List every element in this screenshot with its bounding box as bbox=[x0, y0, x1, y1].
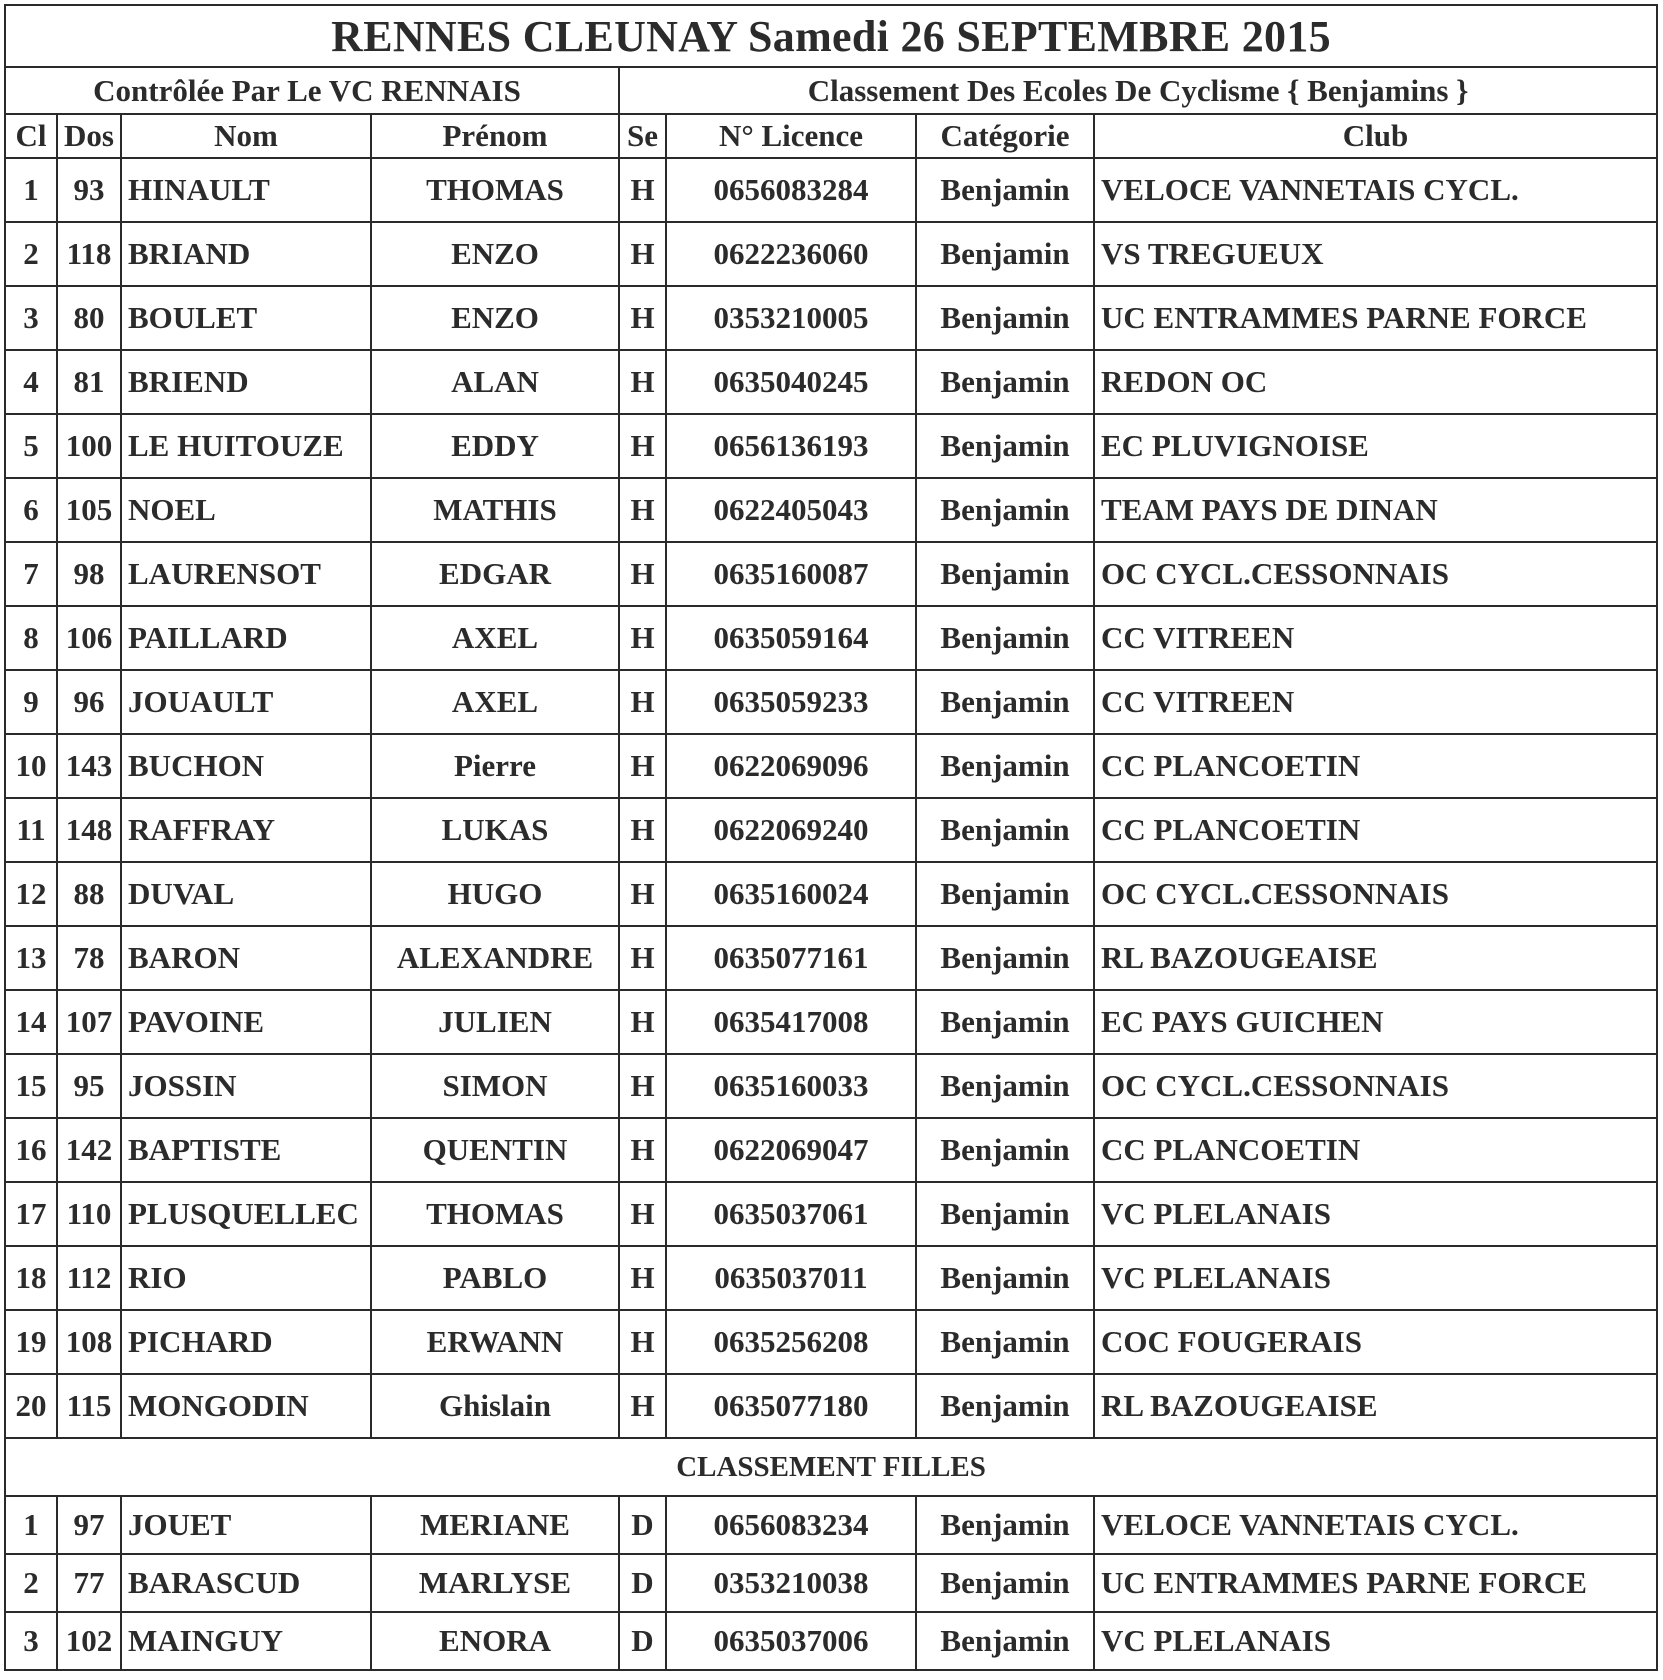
bib-cell: 143 bbox=[57, 734, 121, 798]
licence-cell: 0635160087 bbox=[666, 542, 916, 606]
sex-cell: H bbox=[619, 414, 666, 478]
table-row bbox=[5, 862, 1657, 926]
firstname-cell: AXEL bbox=[371, 670, 619, 734]
rank-cell: 1 bbox=[5, 1496, 57, 1554]
licence-cell: 0656136193 bbox=[666, 414, 916, 478]
firstname-cell: JULIEN bbox=[371, 990, 619, 1054]
club-cell: TEAM PAYS DE DINAN bbox=[1094, 478, 1657, 542]
firstname-cell: ENZO bbox=[371, 222, 619, 286]
table-row bbox=[5, 798, 1657, 862]
results-sheet bbox=[4, 4, 1656, 1671]
club-cell: CC PLANCOETIN bbox=[1094, 734, 1657, 798]
table-row bbox=[5, 478, 1657, 542]
table-row bbox=[5, 606, 1657, 670]
club-cell: CC PLANCOETIN bbox=[1094, 1118, 1657, 1182]
col-header-categorie: Catégorie bbox=[916, 114, 1094, 158]
sex-cell: H bbox=[619, 286, 666, 350]
sex-cell: H bbox=[619, 1310, 666, 1374]
sex-cell: H bbox=[619, 926, 666, 990]
rank-cell: 19 bbox=[5, 1310, 57, 1374]
results-table bbox=[4, 4, 1658, 1671]
club-cell: UC ENTRAMMES PARNE FORCE bbox=[1094, 286, 1657, 350]
category-cell: Benjamin bbox=[916, 670, 1094, 734]
licence-cell: 0622405043 bbox=[666, 478, 916, 542]
bib-cell: 97 bbox=[57, 1496, 121, 1554]
club-cell: RL BAZOUGEAISE bbox=[1094, 1374, 1657, 1438]
bib-cell: 96 bbox=[57, 670, 121, 734]
club-cell: CC VITREEN bbox=[1094, 606, 1657, 670]
sex-cell: H bbox=[619, 350, 666, 414]
firstname-cell: AXEL bbox=[371, 606, 619, 670]
category-cell: Benjamin bbox=[916, 414, 1094, 478]
rank-cell: 1 bbox=[5, 158, 57, 222]
club-cell: CC PLANCOETIN bbox=[1094, 798, 1657, 862]
column-header-row bbox=[5, 114, 1657, 158]
bib-cell: 77 bbox=[57, 1554, 121, 1612]
firstname-cell: ENORA bbox=[371, 1612, 619, 1670]
table-row bbox=[5, 1310, 1657, 1374]
table-row bbox=[5, 1554, 1657, 1612]
surname-cell: JOSSIN bbox=[121, 1054, 371, 1118]
category-cell: Benjamin bbox=[916, 990, 1094, 1054]
category-cell: Benjamin bbox=[916, 606, 1094, 670]
sex-cell: H bbox=[619, 606, 666, 670]
licence-cell: 0635037011 bbox=[666, 1246, 916, 1310]
club-cell: EC PAYS GUICHEN bbox=[1094, 990, 1657, 1054]
table-row bbox=[5, 286, 1657, 350]
sex-cell: H bbox=[619, 990, 666, 1054]
licence-cell: 0635059164 bbox=[666, 606, 916, 670]
sex-cell: H bbox=[619, 798, 666, 862]
organizer-subtitle: Contrôlée Par Le VC RENNAIS bbox=[5, 67, 619, 114]
category-cell: Benjamin bbox=[916, 1054, 1094, 1118]
firstname-cell: MERIANE bbox=[371, 1496, 619, 1554]
club-cell: UC ENTRAMMES PARNE FORCE bbox=[1094, 1554, 1657, 1612]
sex-cell: H bbox=[619, 1054, 666, 1118]
firstname-cell: ALAN bbox=[371, 350, 619, 414]
rank-cell: 7 bbox=[5, 542, 57, 606]
firstname-cell: MARLYSE bbox=[371, 1554, 619, 1612]
sex-cell: D bbox=[619, 1554, 666, 1612]
bib-cell: 118 bbox=[57, 222, 121, 286]
bib-cell: 108 bbox=[57, 1310, 121, 1374]
surname-cell: JOUAULT bbox=[121, 670, 371, 734]
club-cell: REDON OC bbox=[1094, 350, 1657, 414]
surname-cell: DUVAL bbox=[121, 862, 371, 926]
surname-cell: HINAULT bbox=[121, 158, 371, 222]
surname-cell: PAILLARD bbox=[121, 606, 371, 670]
licence-cell: 0622069240 bbox=[666, 798, 916, 862]
firstname-cell: LUKAS bbox=[371, 798, 619, 862]
sex-cell: H bbox=[619, 1374, 666, 1438]
sex-cell: H bbox=[619, 670, 666, 734]
sex-cell: H bbox=[619, 158, 666, 222]
bib-cell: 102 bbox=[57, 1612, 121, 1670]
rank-cell: 12 bbox=[5, 862, 57, 926]
licence-cell: 0656083284 bbox=[666, 158, 916, 222]
firstname-cell: HUGO bbox=[371, 862, 619, 926]
col-header-licence: N° Licence bbox=[666, 114, 916, 158]
table-row bbox=[5, 926, 1657, 990]
category-cell: Benjamin bbox=[916, 798, 1094, 862]
firstname-cell: Ghislain bbox=[371, 1374, 619, 1438]
category-cell: Benjamin bbox=[916, 862, 1094, 926]
table-row bbox=[5, 1612, 1657, 1670]
club-cell: RL BAZOUGEAISE bbox=[1094, 926, 1657, 990]
category-cell: Benjamin bbox=[916, 350, 1094, 414]
table-row bbox=[5, 1118, 1657, 1182]
licence-cell: 0635037006 bbox=[666, 1612, 916, 1670]
surname-cell: BARASCUD bbox=[121, 1554, 371, 1612]
firstname-cell: QUENTIN bbox=[371, 1118, 619, 1182]
club-cell: EC PLUVIGNOISE bbox=[1094, 414, 1657, 478]
licence-cell: 0635160024 bbox=[666, 862, 916, 926]
category-cell: Benjamin bbox=[916, 1118, 1094, 1182]
table-row bbox=[5, 350, 1657, 414]
bib-cell: 88 bbox=[57, 862, 121, 926]
ranking-subtitle: Classement Des Ecoles De Cyclisme { Benjamins } bbox=[619, 67, 1657, 114]
firstname-cell: EDGAR bbox=[371, 542, 619, 606]
surname-cell: RAFFRAY bbox=[121, 798, 371, 862]
category-cell: Benjamin bbox=[916, 542, 1094, 606]
surname-cell: JOUET bbox=[121, 1496, 371, 1554]
category-cell: Benjamin bbox=[916, 1310, 1094, 1374]
rank-cell: 2 bbox=[5, 222, 57, 286]
rank-cell: 17 bbox=[5, 1182, 57, 1246]
rank-cell: 10 bbox=[5, 734, 57, 798]
table-row bbox=[5, 1182, 1657, 1246]
table-row bbox=[5, 1496, 1657, 1554]
col-header-se: Se bbox=[619, 114, 666, 158]
licence-cell: 0635037061 bbox=[666, 1182, 916, 1246]
bib-cell: 106 bbox=[57, 606, 121, 670]
rank-cell: 16 bbox=[5, 1118, 57, 1182]
licence-cell: 0635417008 bbox=[666, 990, 916, 1054]
bib-cell: 98 bbox=[57, 542, 121, 606]
category-cell: Benjamin bbox=[916, 1374, 1094, 1438]
rank-cell: 8 bbox=[5, 606, 57, 670]
category-cell: Benjamin bbox=[916, 222, 1094, 286]
surname-cell: BRIEND bbox=[121, 350, 371, 414]
licence-cell: 0353210038 bbox=[666, 1554, 916, 1612]
firstname-cell: ENZO bbox=[371, 286, 619, 350]
rank-cell: 6 bbox=[5, 478, 57, 542]
girls-section-title: CLASSEMENT FILLES bbox=[5, 1438, 1657, 1496]
girls-results bbox=[5, 1496, 1657, 1670]
bib-cell: 95 bbox=[57, 1054, 121, 1118]
rank-cell: 3 bbox=[5, 1612, 57, 1670]
licence-cell: 0656083234 bbox=[666, 1496, 916, 1554]
club-cell: OC CYCL.CESSONNAIS bbox=[1094, 1054, 1657, 1118]
sex-cell: D bbox=[619, 1496, 666, 1554]
surname-cell: BRIAND bbox=[121, 222, 371, 286]
firstname-cell: Pierre bbox=[371, 734, 619, 798]
firstname-cell: MATHIS bbox=[371, 478, 619, 542]
licence-cell: 0635077161 bbox=[666, 926, 916, 990]
surname-cell: MAINGUY bbox=[121, 1612, 371, 1670]
sex-cell: H bbox=[619, 222, 666, 286]
col-header-club: Club bbox=[1094, 114, 1657, 158]
firstname-cell: ALEXANDRE bbox=[371, 926, 619, 990]
rank-cell: 9 bbox=[5, 670, 57, 734]
sex-cell: H bbox=[619, 734, 666, 798]
category-cell: Benjamin bbox=[916, 1612, 1094, 1670]
licence-cell: 0635256208 bbox=[666, 1310, 916, 1374]
sex-cell: D bbox=[619, 1612, 666, 1670]
sex-cell: H bbox=[619, 1118, 666, 1182]
rank-cell: 11 bbox=[5, 798, 57, 862]
bib-cell: 80 bbox=[57, 286, 121, 350]
surname-cell: NOEL bbox=[121, 478, 371, 542]
table-row bbox=[5, 734, 1657, 798]
surname-cell: BAPTISTE bbox=[121, 1118, 371, 1182]
bib-cell: 115 bbox=[57, 1374, 121, 1438]
bib-cell: 81 bbox=[57, 350, 121, 414]
surname-cell: BOULET bbox=[121, 286, 371, 350]
firstname-cell: ERWANN bbox=[371, 1310, 619, 1374]
club-cell: VC PLELANAIS bbox=[1094, 1246, 1657, 1310]
sex-cell: H bbox=[619, 1246, 666, 1310]
bib-cell: 105 bbox=[57, 478, 121, 542]
table-row bbox=[5, 542, 1657, 606]
licence-cell: 0635040245 bbox=[666, 350, 916, 414]
category-cell: Benjamin bbox=[916, 286, 1094, 350]
club-cell: VC PLELANAIS bbox=[1094, 1612, 1657, 1670]
rank-cell: 20 bbox=[5, 1374, 57, 1438]
firstname-cell: SIMON bbox=[371, 1054, 619, 1118]
bib-cell: 93 bbox=[57, 158, 121, 222]
licence-cell: 0635160033 bbox=[666, 1054, 916, 1118]
surname-cell: RIO bbox=[121, 1246, 371, 1310]
firstname-cell: PABLO bbox=[371, 1246, 619, 1310]
sex-cell: H bbox=[619, 1182, 666, 1246]
sex-cell: H bbox=[619, 478, 666, 542]
rank-cell: 2 bbox=[5, 1554, 57, 1612]
surname-cell: LE HUITOUZE bbox=[121, 414, 371, 478]
category-cell: Benjamin bbox=[916, 1246, 1094, 1310]
surname-cell: MONGODIN bbox=[121, 1374, 371, 1438]
table-row bbox=[5, 990, 1657, 1054]
club-cell: VELOCE VANNETAIS CYCL. bbox=[1094, 158, 1657, 222]
club-cell: VS TREGUEUX bbox=[1094, 222, 1657, 286]
category-cell: Benjamin bbox=[916, 158, 1094, 222]
bib-cell: 142 bbox=[57, 1118, 121, 1182]
col-header-cl: Cl bbox=[5, 114, 57, 158]
table-row bbox=[5, 1246, 1657, 1310]
category-cell: Benjamin bbox=[916, 1554, 1094, 1612]
club-cell: VC PLELANAIS bbox=[1094, 1182, 1657, 1246]
surname-cell: BARON bbox=[121, 926, 371, 990]
table-row bbox=[5, 158, 1657, 222]
licence-cell: 0635059233 bbox=[666, 670, 916, 734]
rank-cell: 3 bbox=[5, 286, 57, 350]
sex-cell: H bbox=[619, 542, 666, 606]
club-cell: VELOCE VANNETAIS CYCL. bbox=[1094, 1496, 1657, 1554]
rank-cell: 5 bbox=[5, 414, 57, 478]
table-row bbox=[5, 1374, 1657, 1438]
category-cell: Benjamin bbox=[916, 734, 1094, 798]
surname-cell: BUCHON bbox=[121, 734, 371, 798]
surname-cell: PLUSQUELLEC bbox=[121, 1182, 371, 1246]
surname-cell: LAURENSOT bbox=[121, 542, 371, 606]
licence-cell: 0622236060 bbox=[666, 222, 916, 286]
page-title: RENNES CLEUNAY Samedi 26 SEPTEMBRE 2015 bbox=[5, 5, 1657, 67]
bib-cell: 112 bbox=[57, 1246, 121, 1310]
rank-cell: 15 bbox=[5, 1054, 57, 1118]
licence-cell: 0635077180 bbox=[666, 1374, 916, 1438]
firstname-cell: EDDY bbox=[371, 414, 619, 478]
category-cell: Benjamin bbox=[916, 1496, 1094, 1554]
surname-cell: PAVOINE bbox=[121, 990, 371, 1054]
club-cell: OC CYCL.CESSONNAIS bbox=[1094, 542, 1657, 606]
firstname-cell: THOMAS bbox=[371, 158, 619, 222]
bib-cell: 100 bbox=[57, 414, 121, 478]
table-row bbox=[5, 222, 1657, 286]
licence-cell: 0622069096 bbox=[666, 734, 916, 798]
firstname-cell: THOMAS bbox=[371, 1182, 619, 1246]
boys-results bbox=[5, 158, 1657, 1438]
bib-cell: 110 bbox=[57, 1182, 121, 1246]
rank-cell: 4 bbox=[5, 350, 57, 414]
club-cell: OC CYCL.CESSONNAIS bbox=[1094, 862, 1657, 926]
table-row bbox=[5, 1054, 1657, 1118]
category-cell: Benjamin bbox=[916, 1182, 1094, 1246]
category-cell: Benjamin bbox=[916, 478, 1094, 542]
rank-cell: 13 bbox=[5, 926, 57, 990]
rank-cell: 14 bbox=[5, 990, 57, 1054]
col-header-prenom: Prénom bbox=[371, 114, 619, 158]
rank-cell: 18 bbox=[5, 1246, 57, 1310]
club-cell: COC FOUGERAIS bbox=[1094, 1310, 1657, 1374]
sex-cell: H bbox=[619, 862, 666, 926]
club-cell: CC VITREEN bbox=[1094, 670, 1657, 734]
licence-cell: 0622069047 bbox=[666, 1118, 916, 1182]
bib-cell: 107 bbox=[57, 990, 121, 1054]
table-row bbox=[5, 414, 1657, 478]
category-cell: Benjamin bbox=[916, 926, 1094, 990]
bib-cell: 148 bbox=[57, 798, 121, 862]
table-row bbox=[5, 670, 1657, 734]
surname-cell: PICHARD bbox=[121, 1310, 371, 1374]
col-header-nom: Nom bbox=[121, 114, 371, 158]
col-header-dos: Dos bbox=[57, 114, 121, 158]
bib-cell: 78 bbox=[57, 926, 121, 990]
licence-cell: 0353210005 bbox=[666, 286, 916, 350]
